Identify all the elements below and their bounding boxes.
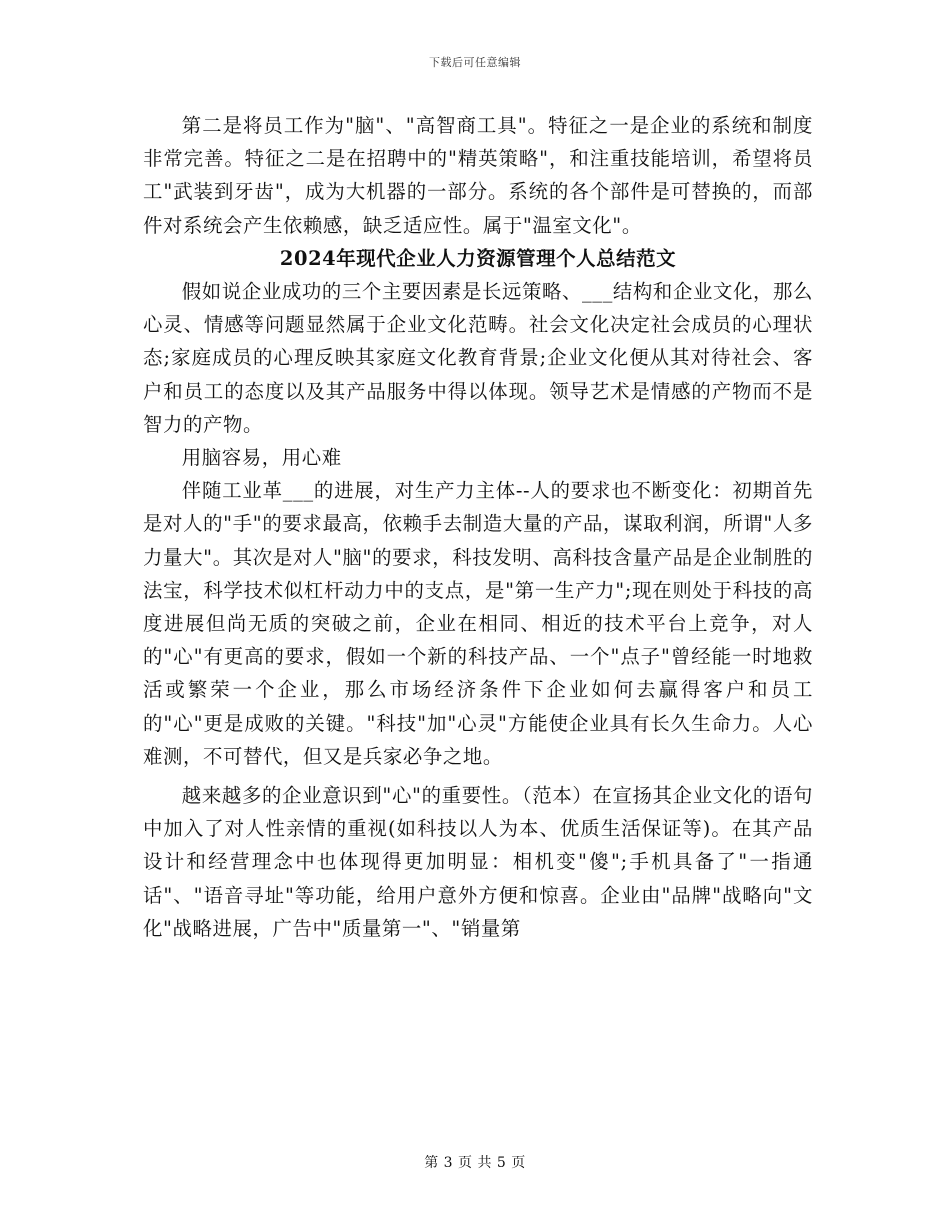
section-subheading: 用脑容易，用心难 [181, 446, 342, 470]
intro-paragraph: 第二是将员工作为"脑"、"高智商工具"。特征之一是企业的系统和制度非常完善。特征之二是在招聘中的"精英策略"，和注重技能培训，希望将员工"武装到牙齿"，成为大机器的一部分。系统的各个部件是可替换的，而部件对系统会产生依赖感，缺乏适应性。属于"温室文化"。 [143, 114, 813, 237]
body-paragraph-2: 伴随工业革___的进展，对生产力主体--人的要求也不断变化：初期首先是对人的"手"的要求最高，依赖手去制造大量的产品，谋取利润，所谓"人多力量大"。其次是对人"脑"的要求，科技发明、高科技含量产品是企业制胜的法宝，科学技术似杠杆动力中的支点，是"第一生产力";现在则处于科技的高度进展但尚无质的突破之前，企业在相同、相近的技术平台上竞争，对人的"心"有更高的要求，假如一个新的科技产品、一个"点子"曾经能一时地救活或繁荣一个企业，那么市场经济条件下企业如何去赢得客户和员工的"心"更是成败的关键。"科技"加"心灵"方能使企业具有长久生命力。人心难测，不可替代，但又是兵家必争之地。 [143, 479, 813, 768]
document-body [143, 109, 813, 945]
body-paragraph-3: 越来越多的企业意识到"心"的重要性。（范本）在宣扬其企业文化的语句中加入了对人性亲情的重视(如科技以人为本、优质生活保证等)。在其产品设计和经营理念中也体现得更加明显：相机变"傻";手机具备了"一指通话"、"语音寻址"等功能，给用户意外方便和惊喜。企业由"品牌"战略向"文化"战略进展，广告中"质量第一"、"销量第 [143, 784, 813, 940]
document-title: 2024年现代企业人力资源管理个人总结范文 [279, 246, 677, 270]
page-footer-indicator: 第 3 页 共 5 页 [424, 1155, 526, 1171]
body-paragraph-1: 假如说企业成功的三个主要因素是长远策略、___结构和企业文化，那么心灵、情感等问题显然属于企业文化范畴。社会文化决定社会成员的心理状态;家庭成员的心理反映其家庭文化教育背景;企业文化便从其对待社会、客户和员工的态度以及其产品服务中得以体现。领导艺术是情感的产物而不是智力的产物。 [143, 280, 813, 436]
page-header-note: 下载后可任意编辑 [429, 56, 521, 69]
